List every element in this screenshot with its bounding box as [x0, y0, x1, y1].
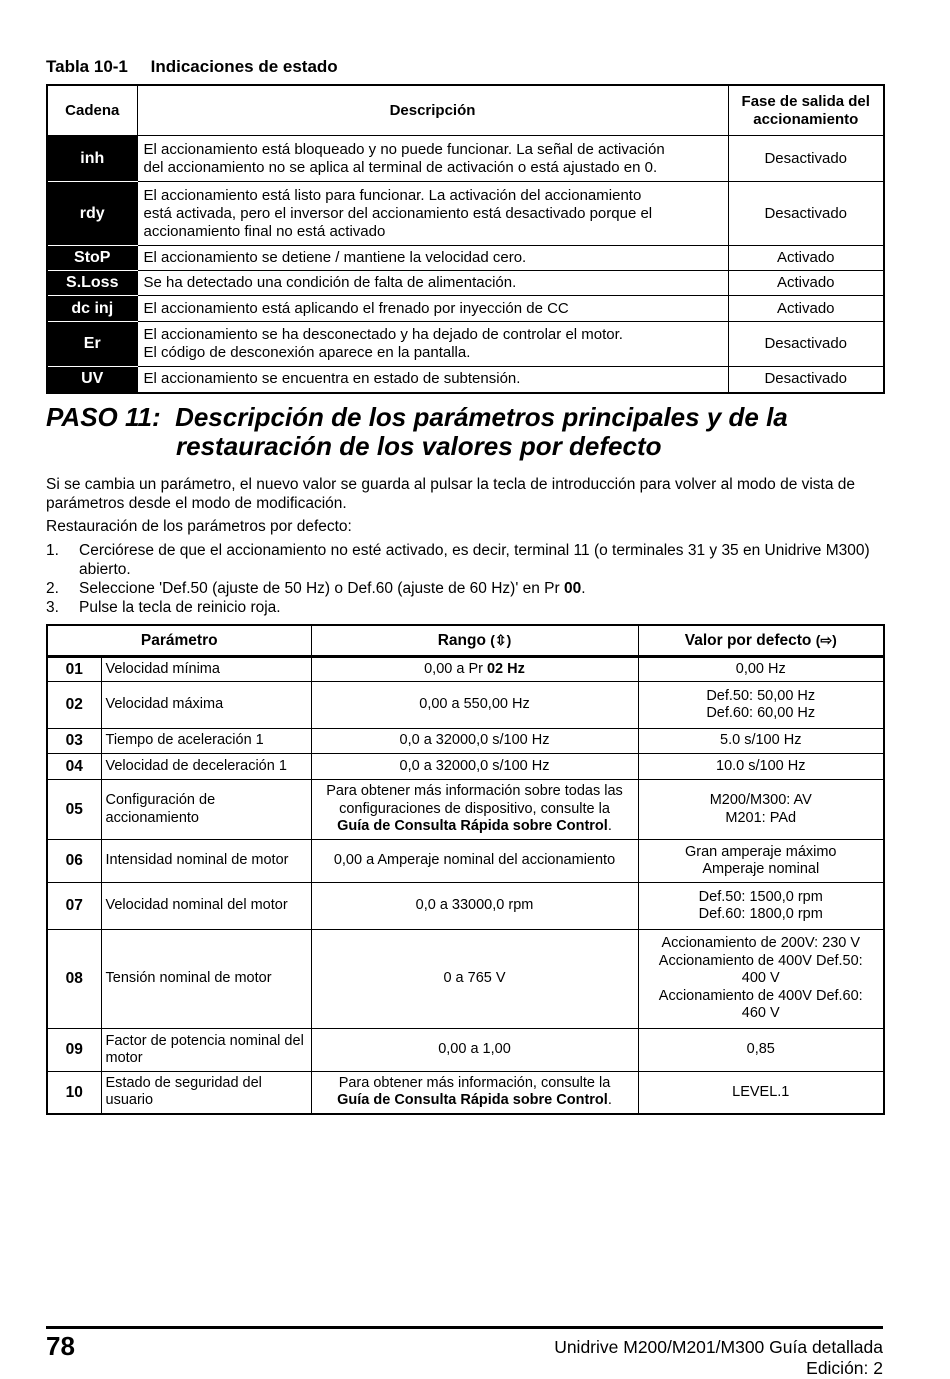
table-row [47, 367, 884, 393]
status-code: S.Loss [47, 271, 137, 296]
parameter-name: Tiempo de aceleración 1 [101, 729, 311, 754]
status-description [137, 136, 728, 182]
status-phase: Desactivado [728, 322, 884, 367]
parameter-number: 10 [47, 1072, 101, 1114]
status-description [137, 271, 728, 296]
table-row [47, 322, 884, 367]
table-row [47, 1029, 884, 1072]
description-line: está activada, pero el inversor del accionamiento está desactivado porque el [143, 204, 653, 222]
description-line: El accionamiento está listo para funcionar. La activación del accionamiento [143, 186, 642, 204]
header-rango: Rango (⇳) [311, 625, 638, 657]
parameter-range: 0,00 a Amperaje nominal del accionamiento [311, 840, 638, 883]
description-line: El accionamiento se detiene / mantiene la velocidad cero. [143, 249, 527, 266]
table-row [47, 271, 884, 296]
table-row [47, 246, 884, 271]
status-code: Er [47, 322, 137, 367]
parameter-default: M200/M300: AV M201: PAd [638, 780, 884, 840]
status-code: rdy [47, 182, 137, 246]
description-line: del accionamiento no se aplica al terminal de activación o está ajustado en 0. [143, 158, 658, 176]
footer-title [554, 1337, 883, 1379]
header-fase: Fase de salida del accionamiento [728, 85, 884, 136]
parameter-number: 01 [47, 657, 101, 682]
table-row [47, 1072, 884, 1114]
status-phase: Activado [728, 296, 884, 322]
list-item: 1. Cerciórese de que el accionamiento no esté activado, es decir, terminal 11 (o terminales 31 y 35 en Unidrive M300) abierto. [46, 542, 870, 578]
description-line: accionamiento final no está activado [143, 222, 386, 240]
parameter-table [46, 624, 885, 1115]
parameter-name: Velocidad mínima [101, 657, 311, 682]
parameter-number: 04 [47, 754, 101, 780]
parameter-range: 0,0 a 32000,0 s/100 Hz [311, 729, 638, 754]
parameter-table-header [47, 625, 884, 657]
table-caption-title: Indicaciones de estado [150, 57, 338, 76]
parameter-name: Velocidad nominal del motor [101, 883, 311, 930]
table-row [47, 657, 884, 682]
parameter-range: 0,0 a 32000,0 s/100 Hz [311, 754, 638, 780]
description-line: El accionamiento se ha desconectado y ha dejado de controlar el motor. [143, 326, 623, 343]
parameter-number: 06 [47, 840, 101, 883]
status-table [46, 84, 885, 394]
description-line: El código de desconexión aparece en la pantalla. [143, 344, 471, 361]
header-valor-defecto: Valor por defecto (⇨) [638, 625, 884, 657]
page-number: 78 [46, 1331, 75, 1361]
status-phase: Activado [728, 246, 884, 271]
description-line: El accionamiento se encuentra en estado de subtensión. [143, 370, 521, 388]
table-row [47, 883, 884, 930]
parameter-name: Intensidad nominal de motor [101, 840, 311, 883]
footer-document-title: Unidrive M200/M201/M300 Guía detallada [554, 1337, 883, 1357]
header-parametro: Parámetro [47, 625, 311, 657]
step-heading-line1: PASO 11: Descripción de los parámetros principales y de la [46, 402, 788, 432]
restore-steps-list [46, 541, 883, 617]
parameter-name: Factor de potencia nominal del motor [101, 1029, 311, 1072]
list-item: 3. Pulse la tecla de reinicio roja. [46, 599, 281, 616]
parameter-range: Para obtener más información sobre todas las configuraciones de dispositivo, consulte la Guía de Consulta Rápida sobre Control. [311, 780, 638, 840]
footer-edition: Edición: 2 [806, 1358, 883, 1378]
status-description [137, 182, 728, 246]
list-item: 2. Seleccione 'Def.50 (ajuste de 50 Hz) o Def.60 (ajuste de 60 Hz)' en Pr 00. [46, 580, 586, 597]
parameter-default: Gran amperaje máximo Amperaje nominal [638, 840, 884, 883]
status-code: UV [47, 367, 137, 393]
table-row [47, 182, 884, 246]
status-code: dc inj [47, 296, 137, 322]
status-code: inh [47, 136, 137, 182]
parameter-default: 0,00 Hz [638, 657, 884, 682]
parameter-range: Para obtener más información, consulte la Guía de Consulta Rápida sobre Control. [311, 1072, 638, 1114]
header-cadena: Cadena [47, 85, 137, 136]
parameter-name: Configuración de accionamiento [101, 780, 311, 840]
parameter-default: Def.50: 50,00 Hz Def.60: 60,00 Hz [638, 682, 884, 729]
intro-paragraph: Si se cambia un parámetro, el nuevo valor se guarda al pulsar la tecla de introducción para volver al modo de vista de parámetros desde el modo de modificación. [46, 476, 856, 512]
status-description [137, 296, 728, 322]
parameter-range: 0,00 a 550,00 Hz [311, 682, 638, 729]
status-phase: Desactivado [728, 367, 884, 393]
description-line: El accionamiento está bloqueado y no puede funcionar. La señal de activación [143, 140, 665, 158]
status-phase: Desactivado [728, 136, 884, 182]
table-row [47, 136, 884, 182]
parameter-default: Accionamiento de 200V: 230 V Accionamiento de 400V Def.50: 400 V Accionamiento de 400V Def.60: 460 V [638, 930, 884, 1029]
parameter-name: Velocidad máxima [101, 682, 311, 729]
table-row [47, 729, 884, 754]
table-row [47, 296, 884, 322]
parameter-range: 0,0 a 33000,0 rpm [311, 883, 638, 930]
parameter-range: 0,00 a Pr 02 Hz [311, 657, 638, 682]
footer-rule [46, 1326, 883, 1329]
parameter-name: Velocidad de deceleración 1 [101, 754, 311, 780]
right-arrow-icon: (⇨) [815, 632, 837, 648]
parameter-default: 5.0 s/100 Hz [638, 729, 884, 754]
parameter-default: 0,85 [638, 1029, 884, 1072]
status-table-header [47, 85, 884, 136]
parameter-range: 0 a 765 V [311, 930, 638, 1029]
status-description [137, 322, 728, 367]
parameter-number: 08 [47, 930, 101, 1029]
description-line: Se ha detectado una condición de falta de alimentación. [143, 274, 517, 291]
status-phase: Activado [728, 271, 884, 296]
table-caption [46, 57, 338, 77]
status-description [137, 246, 728, 271]
parameter-name: Tensión nominal de motor [101, 930, 311, 1029]
parameter-range: 0,00 a 1,00 [311, 1029, 638, 1072]
parameter-number: 07 [47, 883, 101, 930]
description-line: El accionamiento está aplicando el frenado por inyección de CC [143, 299, 569, 317]
status-description [137, 367, 728, 393]
parameter-number: 02 [47, 682, 101, 729]
header-descripcion: Descripción [137, 85, 728, 136]
parameter-number: 03 [47, 729, 101, 754]
table-row [47, 930, 884, 1029]
table-row [47, 682, 884, 729]
table-row [47, 780, 884, 840]
restore-paragraph: Restauración de los parámetros por defecto: [46, 518, 352, 535]
parameter-default: 10.0 s/100 Hz [638, 754, 884, 780]
status-phase: Desactivado [728, 182, 884, 246]
table-row [47, 840, 884, 883]
parameter-number: 09 [47, 1029, 101, 1072]
parameter-default: LEVEL.1 [638, 1072, 884, 1114]
up-down-arrow-icon: (⇳) [490, 632, 512, 648]
step-heading-line2: restauración de los valores por defecto [176, 431, 662, 461]
parameter-default: Def.50: 1500,0 rpm Def.60: 1800,0 rpm [638, 883, 884, 930]
parameter-number: 05 [47, 780, 101, 840]
step-heading [46, 403, 788, 461]
table-row [47, 754, 884, 780]
parameter-name: Estado de seguridad del usuario [101, 1072, 311, 1114]
table-caption-number: Tabla 10-1 [46, 57, 128, 76]
status-code: StoP [47, 246, 137, 271]
